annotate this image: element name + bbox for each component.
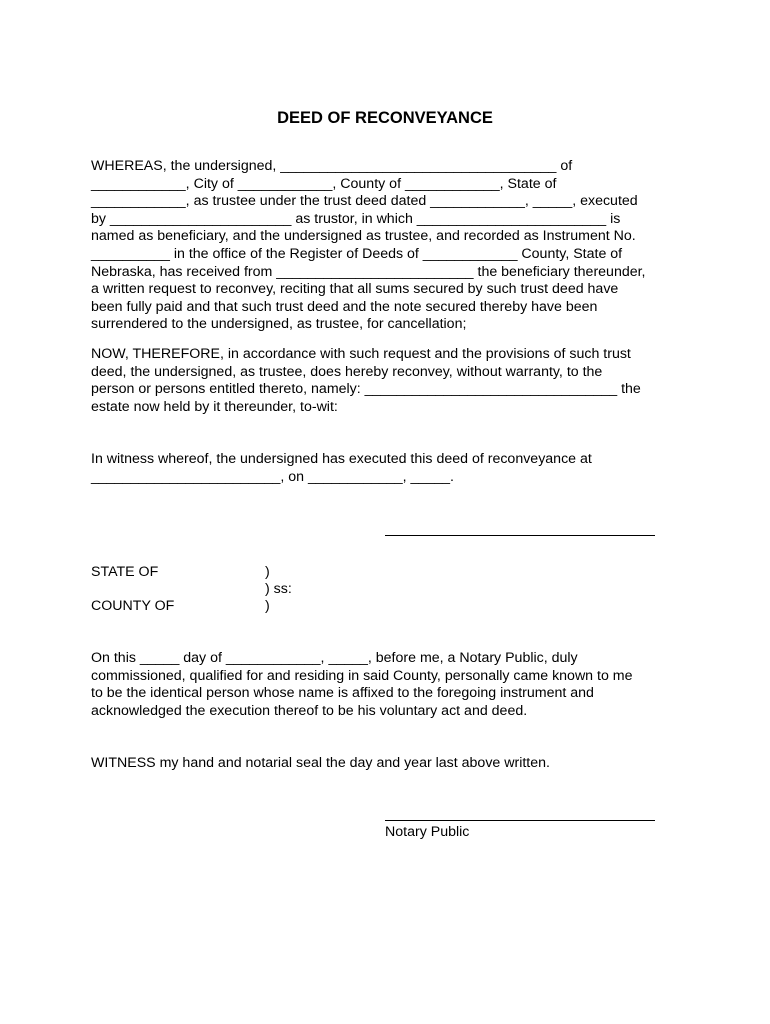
paragraph-line: In witness whereof, the undersigned has executed this deed of reconveyance at bbox=[91, 451, 592, 467]
venue-bracket-top: ) bbox=[265, 564, 270, 580]
paragraph-line: Nebraska, has received from _________________________ the beneficiary thereunder, bbox=[91, 263, 646, 280]
paragraph-line: ________________________, on ____________, _____. bbox=[91, 468, 454, 485]
paragraph-line: a written request to reconvey, reciting that all sums secured by such trust deed have bbox=[91, 281, 619, 298]
whereas-paragraph bbox=[91, 158, 681, 334]
paragraph-line: On this _____ day of ____________, _____, before me, a Notary Public, duly bbox=[91, 650, 578, 666]
paragraph-line: WHEREAS, the undersigned, ___________________________________ of bbox=[91, 158, 573, 174]
notary-signature-line bbox=[385, 820, 655, 821]
paragraph-line: __________ in the office of the Register of Deeds of ____________ County, State of bbox=[91, 245, 623, 262]
paragraph-line: named as beneficiary, and the undersigned as trustee, and recorded as Instrument No. bbox=[91, 228, 636, 245]
paragraph-line: to be the identical person whose name is affixed to the foregoing instrument and bbox=[91, 685, 594, 702]
paragraph-line: commissioned, qualified for and residing in said County, personally came known to me bbox=[91, 667, 633, 684]
paragraph-line: by _______________________ as trustor, in which ________________________ is bbox=[91, 210, 621, 227]
notary-public-label: Notary Public bbox=[385, 824, 470, 840]
in-witness-paragraph bbox=[91, 451, 681, 486]
county-of-label: COUNTY OF bbox=[91, 598, 175, 614]
witness-seal-statement: WITNESS my hand and notarial seal the day and year last above written. bbox=[91, 755, 550, 771]
now-therefore-paragraph bbox=[91, 346, 681, 416]
venue-bracket-bottom: ) bbox=[265, 598, 270, 614]
paragraph-line: ____________, City of ____________, County of ____________, State of bbox=[91, 175, 557, 192]
state-of-label: STATE OF bbox=[91, 564, 159, 580]
paragraph-line: acknowledged the execution thereof to be his voluntary act and deed. bbox=[91, 702, 528, 719]
paragraph-line: person or persons entitled thereto, namely: ________________________________ the bbox=[91, 381, 641, 398]
notary-acknowledgment-paragraph bbox=[91, 650, 681, 720]
paragraph-line: deed, the undersigned, as trustee, does hereby reconvey, without warranty, to the bbox=[91, 363, 603, 380]
paragraph-line: ____________, as trustee under the trust deed dated ____________, _____, executed bbox=[91, 193, 638, 210]
paragraph-line: surrendered to the undersigned, as trustee, for cancellation; bbox=[91, 316, 467, 333]
paragraph-line: been fully paid and that such trust deed and the note secured thereby have been bbox=[91, 298, 598, 315]
venue-bracket-ss: ) ss: bbox=[265, 581, 292, 597]
paragraph-line: NOW, THEREFORE, in accordance with such request and the provisions of such trust bbox=[91, 346, 631, 362]
document-title: DEED OF RECONVEYANCE bbox=[277, 109, 493, 127]
paragraph-line: estate now held by it thereunder, to-wit: bbox=[91, 398, 338, 415]
trustee-signature-line bbox=[385, 535, 655, 536]
